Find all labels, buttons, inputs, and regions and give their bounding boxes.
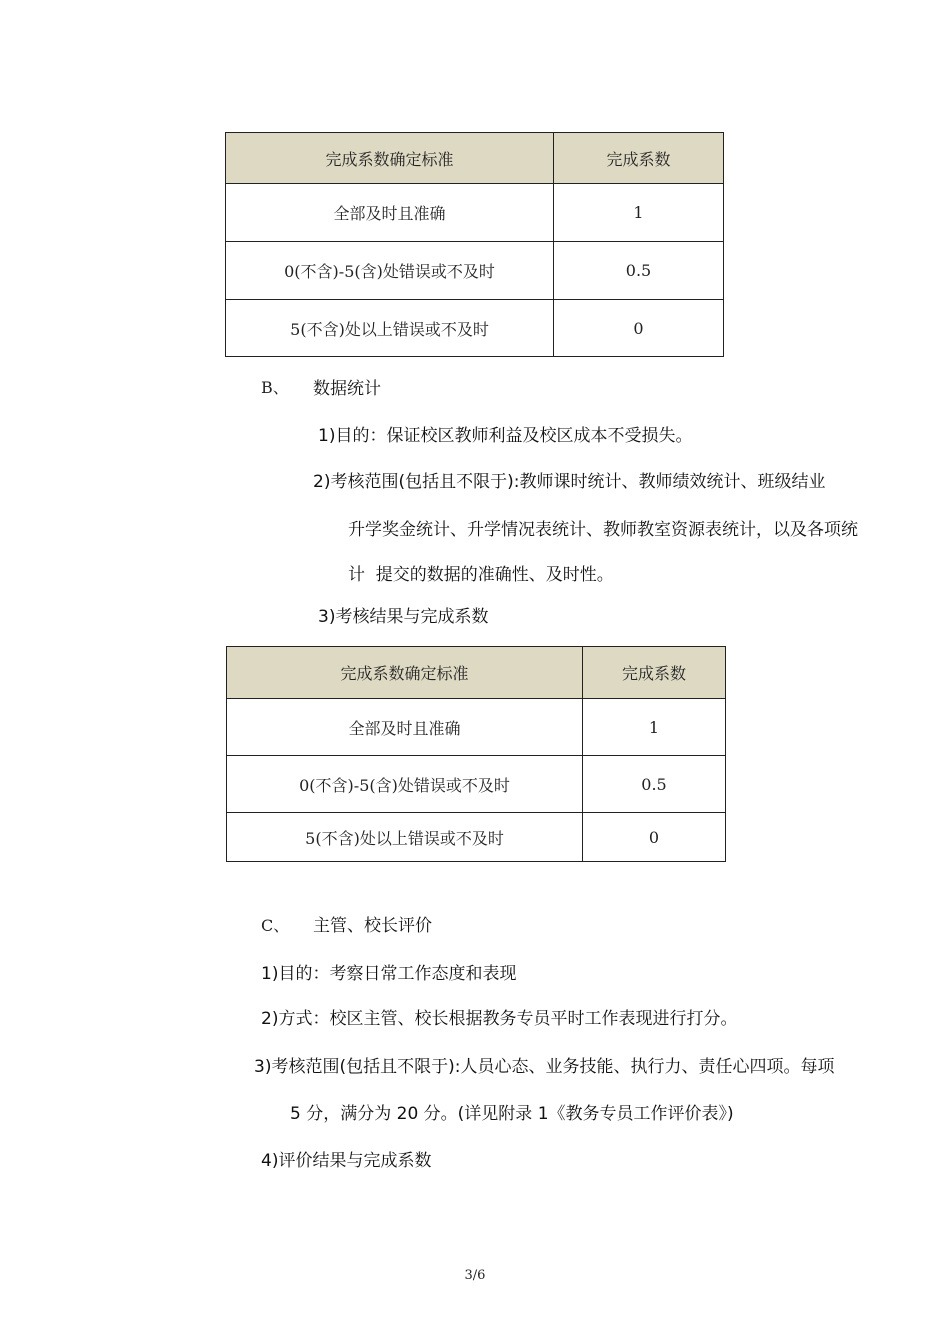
section-b-item-2-line-1: 2)考核范围(包括且不限于):教师课时统计、教师绩效统计、班级结业 bbox=[313, 472, 826, 492]
section-c-item-3-line-2: 5 分，满分为 20 分。(详见附录 1《教务专员工作评价表》) bbox=[290, 1104, 734, 1124]
section-c-item-4: 4)评价结果与完成系数 bbox=[261, 1151, 432, 1171]
coefficient-cell: 0.5 bbox=[583, 756, 726, 813]
section-c-item-1: 1)目的：考察日常工作态度和表现 bbox=[261, 964, 517, 984]
criteria-cell: 全部及时且准确 bbox=[226, 184, 554, 242]
section-c-item-2: 2)方式：校区主管、校长根据教务专员平时工作表现进行打分。 bbox=[261, 1009, 738, 1029]
coefficient-cell: 0 bbox=[583, 813, 726, 862]
section-b-item-2-line-3: 计 提交的数据的准确性、及时性。 bbox=[348, 565, 614, 585]
criteria-cell: 全部及时且准确 bbox=[227, 699, 583, 756]
section-b-item-3: 3)考核结果与完成系数 bbox=[318, 607, 489, 627]
table-row bbox=[226, 300, 724, 357]
table-row bbox=[227, 813, 726, 862]
table-header-coefficient: 完成系数 bbox=[554, 133, 724, 184]
completion-coefficient-table-2 bbox=[226, 646, 726, 862]
table-header-coefficient: 完成系数 bbox=[583, 647, 726, 699]
coefficient-cell: 1 bbox=[583, 699, 726, 756]
table-header-criteria: 完成系数确定标准 bbox=[226, 133, 554, 184]
table-row bbox=[226, 242, 724, 300]
section-b-item-2-line-2: 升学奖金统计、升学情况表统计、教师教室资源表统计，以及各项统 bbox=[348, 520, 858, 540]
table-row bbox=[227, 756, 726, 813]
section-c-item-3-line-1: 3)考核范围(包括且不限于):人员心态、业务技能、执行力、责任心四项。每项 bbox=[254, 1057, 835, 1077]
page-number: 3/6 bbox=[464, 1268, 486, 1283]
criteria-cell: 0(不含)-5(含)处错误或不及时 bbox=[226, 242, 554, 300]
criteria-cell: 5(不含)处以上错误或不及时 bbox=[226, 300, 554, 357]
section-b-item-1: 1)目的：保证校区教师利益及校区成本不受损失。 bbox=[318, 426, 693, 446]
section-c-title: 主管、校长评价 bbox=[313, 916, 432, 936]
section-b-title: 数据统计 bbox=[313, 379, 381, 399]
table-row bbox=[226, 184, 724, 242]
table-header-criteria: 完成系数确定标准 bbox=[227, 647, 583, 699]
section-c-letter: C、 bbox=[261, 916, 290, 935]
criteria-cell: 5(不含)处以上错误或不及时 bbox=[227, 813, 583, 862]
coefficient-cell: 1 bbox=[554, 184, 724, 242]
completion-coefficient-table-1 bbox=[225, 132, 724, 357]
coefficient-cell: 0.5 bbox=[554, 242, 724, 300]
table-row bbox=[227, 699, 726, 756]
section-b-letter: B、 bbox=[261, 378, 289, 397]
criteria-cell: 0(不含)-5(含)处错误或不及时 bbox=[227, 756, 583, 813]
coefficient-cell: 0 bbox=[554, 300, 724, 357]
